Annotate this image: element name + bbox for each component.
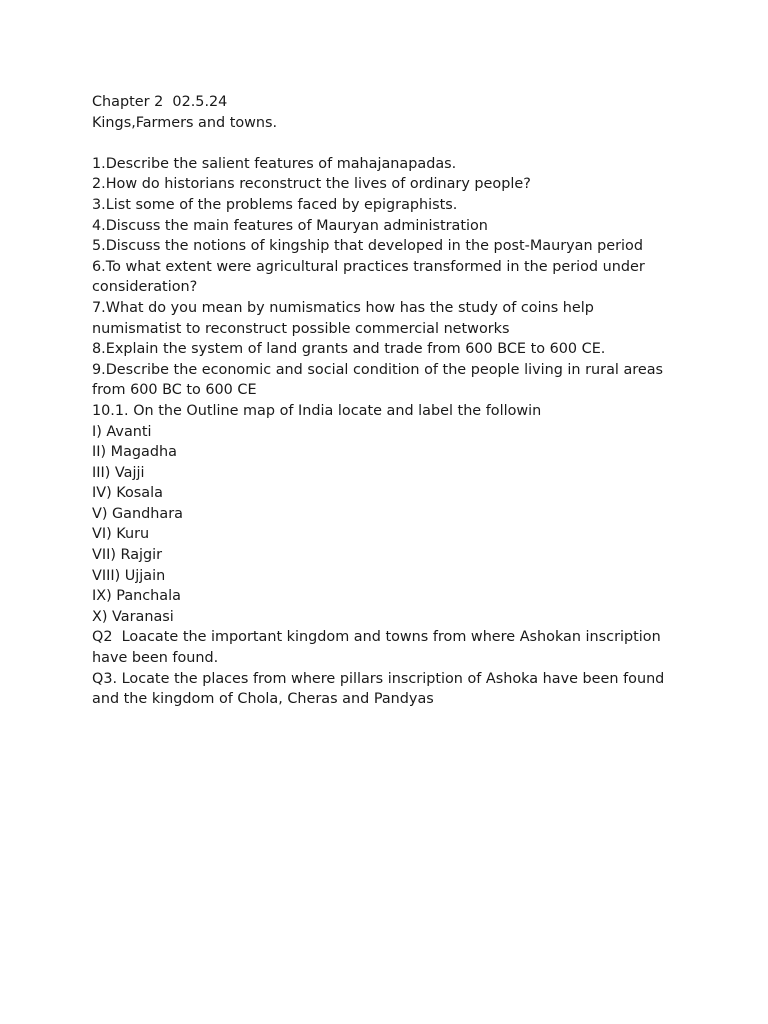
map-location-item: IX) Panchala: [92, 588, 181, 605]
map-question-item: [92, 669, 752, 710]
map-location-item: X) Varanasi: [92, 608, 174, 625]
map-location-item: I) Avanti: [92, 423, 152, 440]
chapter-title: Kings,Farmers and towns.: [92, 114, 278, 131]
map-question-list: [92, 627, 752, 709]
question-item-line: 1.Describe the salient features of mahajanapadas.: [92, 155, 457, 172]
question-item-line: consideration?: [92, 279, 198, 296]
question-item-line: 9.Describe the economic and social condition of the people living in rural areas: [92, 361, 664, 378]
map-question-item-line: have been found.: [92, 650, 219, 667]
map-question-item-line: and the kingdom of Chola, Cheras and Pandyas: [92, 691, 434, 708]
map-location-item: VII) Rajgir: [92, 547, 163, 564]
question-item-line: 8.Explain the system of land grants and trade from 600 BCE to 600 CE.: [92, 341, 606, 358]
map-location-item: VIII) Ujjain: [92, 567, 166, 584]
map-location-item: VI) Kuru: [92, 526, 150, 543]
map-location-item: V) Gandhara: [92, 505, 183, 522]
question-item: [92, 195, 752, 216]
question-item: [92, 360, 752, 401]
question-item-line: 3.List some of the problems faced by epigraphists.: [92, 196, 458, 213]
question-item-line: numismatist to reconstruct possible commercial networks: [92, 320, 510, 337]
question-item: [92, 154, 752, 175]
spacer: [92, 133, 752, 154]
map-item-list: [92, 422, 752, 628]
question-item-line: 4.Discuss the main features of Mauryan administration: [92, 217, 488, 234]
chapter-line: Chapter 2 02.5.24: [92, 94, 228, 110]
question-item: [92, 257, 752, 298]
question-item-line: 10.1. On the Outline map of India locate and label the followin: [92, 402, 542, 419]
question-item: [92, 298, 752, 339]
document-page: [92, 92, 752, 710]
question-item-line: from 600 BC to 600 CE: [92, 382, 257, 399]
question-item: [92, 236, 752, 257]
map-location-item: II) Magadha: [92, 444, 177, 461]
question-item-line: 7.What do you mean by numismatics how has the study of coins help: [92, 299, 594, 316]
question-item-line: 2.How do historians reconstruct the lives of ordinary people?: [92, 176, 531, 193]
map-question-item-line: Q2 Loacate the important kingdom and towns from where Ashokan inscription: [92, 629, 661, 646]
map-location-item: IV) Kosala: [92, 485, 163, 502]
map-location-item: III) Vajji: [92, 464, 145, 481]
question-list: [92, 154, 752, 422]
question-item: [92, 339, 752, 360]
map-question-item: [92, 627, 752, 668]
question-item: [92, 174, 752, 195]
question-item: [92, 401, 752, 422]
question-item-line: 6.To what extent were agricultural practices transformed in the period under: [92, 258, 645, 275]
map-question-item-line: Q3. Locate the places from where pillars inscription of Ashoka have been found: [92, 670, 665, 687]
question-item-line: 5.Discuss the notions of kingship that developed in the post-Mauryan period: [92, 238, 643, 255]
question-item: [92, 216, 752, 237]
